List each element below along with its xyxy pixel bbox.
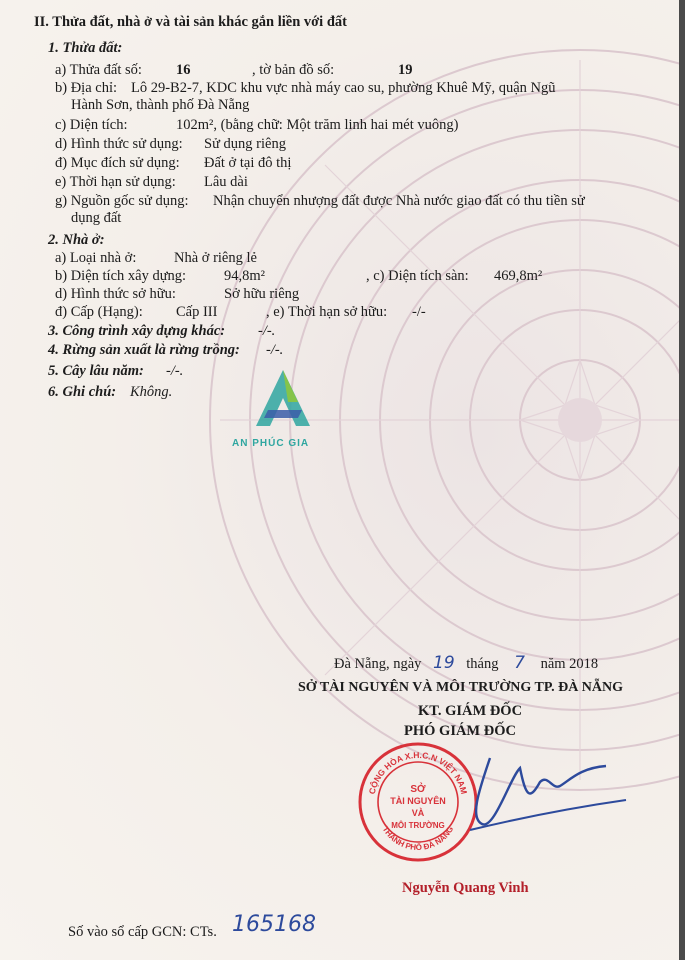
own-term-value: -/- — [412, 304, 426, 320]
item-5-value: -/-. — [166, 363, 184, 379]
map-value: 19 — [398, 62, 413, 78]
svg-text:MÔI TRƯỜNG: MÔI TRƯỜNG — [391, 821, 445, 830]
item-6-label: 6. Ghi chú: — [48, 384, 117, 400]
seal-bottom-text: THÀNH PHỐ ĐÀ NẴNG — [380, 824, 456, 853]
own-term-label: , e) Thời hạn sở hữu: — [266, 304, 388, 320]
issuing-office: SỞ TÀI NGUYÊN VÀ MÔI TRƯỜNG TP. ĐÀ NẴNG — [298, 680, 624, 695]
section-title: II. Thửa đất, nhà ở và tài sản khác gắn liền với đất — [34, 14, 347, 30]
date-day: 19 — [433, 653, 455, 673]
date-year: năm 2018 — [540, 656, 599, 672]
origin-label: g) Nguồn gốc sử dụng: — [55, 193, 189, 209]
an-phuc-gia-logo-icon — [248, 368, 318, 430]
signing-date — [334, 655, 598, 673]
floor-area-value: 469,8m² — [494, 268, 543, 284]
ownership-value: Sở hữu riêng — [224, 286, 300, 302]
area-label: c) Diện tích: — [55, 117, 128, 133]
area-value: 102m², (bằng chữ: Một trăm linh hai mét vuông) — [176, 117, 459, 133]
map-label: , tờ bản đồ số: — [252, 62, 335, 78]
item-6-value: Không. — [130, 384, 173, 400]
built-area-label: b) Diện tích xây dựng: — [55, 268, 187, 284]
ownership-label: d) Hình thức sở hữu: — [55, 286, 176, 302]
date-month-label: tháng — [466, 656, 499, 672]
register-number: 165168 — [232, 912, 316, 937]
date-prefix: Đà Nẵng, ngày — [334, 656, 422, 672]
address-label: b) Địa chỉ: — [55, 80, 118, 96]
floor-area-label: , c) Diện tích sàn: — [366, 268, 469, 284]
svg-text:VÀ: VÀ — [411, 808, 425, 818]
built-area-value: 94,8m² — [224, 268, 266, 284]
purpose-label: đ) Mục đích sử dụng: — [55, 155, 180, 171]
grade-value: Cấp III — [176, 304, 218, 320]
date-month: 7 — [514, 653, 525, 673]
item-4-value: -/-. — [266, 342, 284, 358]
term-value: Lâu dài — [204, 174, 248, 190]
item-5-label: 5. Cây lâu năm: — [48, 363, 144, 379]
deputy-director: PHÓ GIÁM ĐỐC — [404, 723, 516, 739]
seal-top-text: CỘNG HÒA X.H.C.N VIỆT NAM — [366, 749, 470, 796]
kt-director: KT. GIÁM ĐỐC — [418, 703, 523, 719]
item-4-label: 4. Rừng sản xuất là rừng trồng: — [48, 342, 240, 358]
purpose-value: Đất ở tại đô thị — [204, 155, 292, 171]
use-form-value: Sử dụng riêng — [204, 136, 286, 152]
handwritten-signature-icon — [430, 738, 630, 848]
use-form-label: d) Hình thức sử dụng: — [55, 136, 183, 152]
watermark-text: AN PHÚC GIA — [232, 438, 310, 449]
land-heading: 1. Thửa đất: — [48, 40, 123, 56]
parcel-value: 16 — [176, 62, 191, 78]
address-line-2: Hành Sơn, thành phố Đà Nẵng — [71, 97, 250, 113]
origin-line-1: Nhận chuyển nhượng đất được Nhà nước giao đất có thu tiền sử — [213, 193, 585, 209]
house-heading: 2. Nhà ở: — [48, 232, 105, 248]
address-line-1: Lô 29-B2-7, KDC khu vực nhà máy cao su, phường Khuê Mỹ, quận Ngũ — [131, 80, 556, 96]
svg-text:SỞ: SỞ — [410, 784, 426, 795]
house-type-value: Nhà ở riêng lẻ — [174, 250, 257, 266]
svg-text:TÀI NGUYÊN: TÀI NGUYÊN — [390, 796, 446, 806]
item-3-value: -/-. — [258, 323, 276, 339]
parcel-label: a) Thửa đất số: — [55, 62, 142, 78]
house-type-label: a) Loại nhà ở: — [55, 250, 137, 266]
signer-name: Nguyễn Quang Vinh — [402, 880, 529, 896]
origin-line-2: dụng đất — [71, 210, 122, 226]
term-label: e) Thời hạn sử dụng: — [55, 174, 176, 190]
item-3-label: 3. Công trình xây dựng khác: — [48, 323, 226, 339]
register-label: Số vào sổ cấp GCN: CTs. — [68, 924, 217, 940]
grade-label: đ) Cấp (Hạng): — [55, 304, 143, 320]
